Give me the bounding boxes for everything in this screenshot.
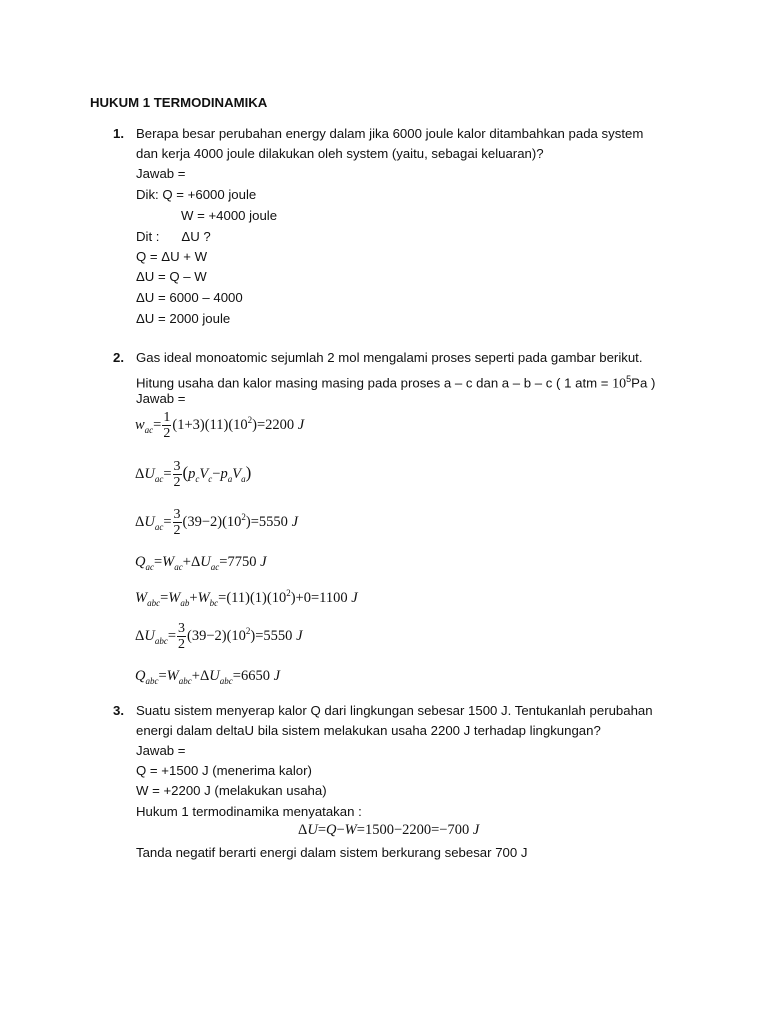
equation-w-abc: $W_{abc}=W_{ab}+W_{bc}=(11)(1)(10^2)+0=1100$ J [135, 588, 358, 608]
question-2-number: 2. [113, 350, 124, 365]
question-3-given-q: Q = +1500 J (menerima kalor) [136, 763, 312, 778]
question-3-number: 3. [113, 703, 124, 718]
question-2-text-line-2-start: Hitung usaha dan kalor masing masing pada proses a – c dan a – b – c ( 1 atm = [136, 375, 613, 391]
question-1-given-q: Dik: Q = +6000 joule [136, 187, 257, 202]
question-1-step-3: ΔU = 6000 – 4000 [136, 290, 243, 305]
question-2-jawab: Jawab = [136, 391, 186, 406]
question-1-text-line-2: dan kerja 4000 joule dilakukan oleh system (yaitu, sebagai keluaran)? [136, 146, 544, 161]
question-1-step-2: ΔU = Q – W [136, 269, 207, 284]
question-3-law-statement: Hukum 1 termodinamika menyatakan : [136, 804, 362, 819]
equation-delta-u-result: ΔU=Q−W=1500−2200=−700 J [298, 822, 480, 838]
question-1-asked: Dit : ΔU ? [136, 229, 211, 244]
atm-pressure-base: 10 [612, 376, 627, 392]
question-1-number: 1. [113, 126, 124, 141]
question-3-jawab: Jawab = [136, 743, 186, 758]
equation-delta-u-ac-formula: $\Delta U_{ac}=$ $\frac{3}{2}$ $(p_cV_c-p_aV_a)$ [135, 459, 252, 490]
equation-delta-u-abc: $\Delta U_{abc}=$ $\frac{3}{2}$ $(39-2)(10^2)=5550$ J [135, 621, 303, 652]
question-2-text-line-2-end: Pa ) [631, 375, 656, 391]
equation-w-ac: $w_{ac}=$ $\frac{1}{2}$ $(1+3)(11)(10^2)=2200$ J [135, 410, 305, 441]
question-1-text-line-1: Berapa besar perubahan energy dalam jika 6000 joule kalor ditambahkan pada system [136, 126, 644, 141]
equation-q-abc: $Q_{abc}=W_{abc}+\Delta U_{abc}=6650$ J [135, 668, 281, 686]
question-1-step-1: Q = ΔU + W [136, 249, 208, 264]
question-3-text-line-1: Suatu sistem menyerap kalor Q dari lingkungan sebesar 1500 J. Tentukanlah perubahan [136, 703, 653, 718]
atm-pressure-exponent: 5 [626, 374, 632, 384]
question-2-text-line-1: Gas ideal monoatomic sejumlah 2 mol mengalami proses seperti pada gambar berikut. [136, 350, 643, 365]
question-2-text-line-2 [136, 370, 655, 393]
equation-delta-u-ac-value: $\Delta U_{ac}=$ $\frac{3}{2}$ $(39-2)(10^2)=5550$ J [135, 507, 298, 538]
question-3-text-line-2: energi dalam deltaU bila sistem melakukan usaha 2200 J terhadap lingkungan? [136, 723, 601, 738]
question-3-given-w: W = +2200 J (melakukan usaha) [136, 783, 327, 798]
question-1-jawab: Jawab = [136, 166, 186, 181]
question-1-answer: ΔU = 2000 joule [136, 311, 231, 326]
document-title: HUKUM 1 TERMODINAMIKA [90, 95, 268, 110]
question-1-given-w: W = +4000 joule [181, 208, 278, 223]
question-3-conclusion: Tanda negatif berarti energi dalam sistem berkurang sebesar 700 J [136, 845, 528, 860]
equation-q-ac: $Q_{ac}=W_{ac}+\Delta U_{ac}=7750$ J [135, 554, 267, 572]
